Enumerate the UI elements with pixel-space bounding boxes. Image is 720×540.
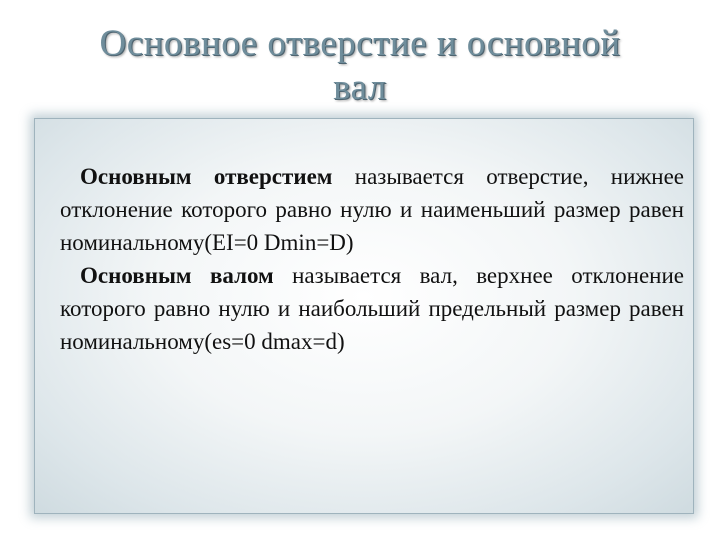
slide-title-line-2: вал [333,67,387,108]
slide-title [0,22,720,110]
definition-basic-shaft: называется вал, верхнее отклонение которого равно нулю и наибольший предельный размер равен номинальному(es=0 dmax=d) [60,263,684,354]
term-basic-shaft: Основным валом [80,263,274,288]
definition-paragraph-hole [60,160,684,259]
definition-basic-hole: называется отверстие, нижнее отклонение которого равно нулю и наименьший размер равен номинальному(EI=0 Dmin=D) [60,164,685,255]
definition-paragraph-shaft [60,259,684,358]
content-text [60,160,684,358]
term-basic-hole: Основным отверстием [80,164,333,189]
slide-title-line-1: Основное отверстие и основной [99,23,621,64]
